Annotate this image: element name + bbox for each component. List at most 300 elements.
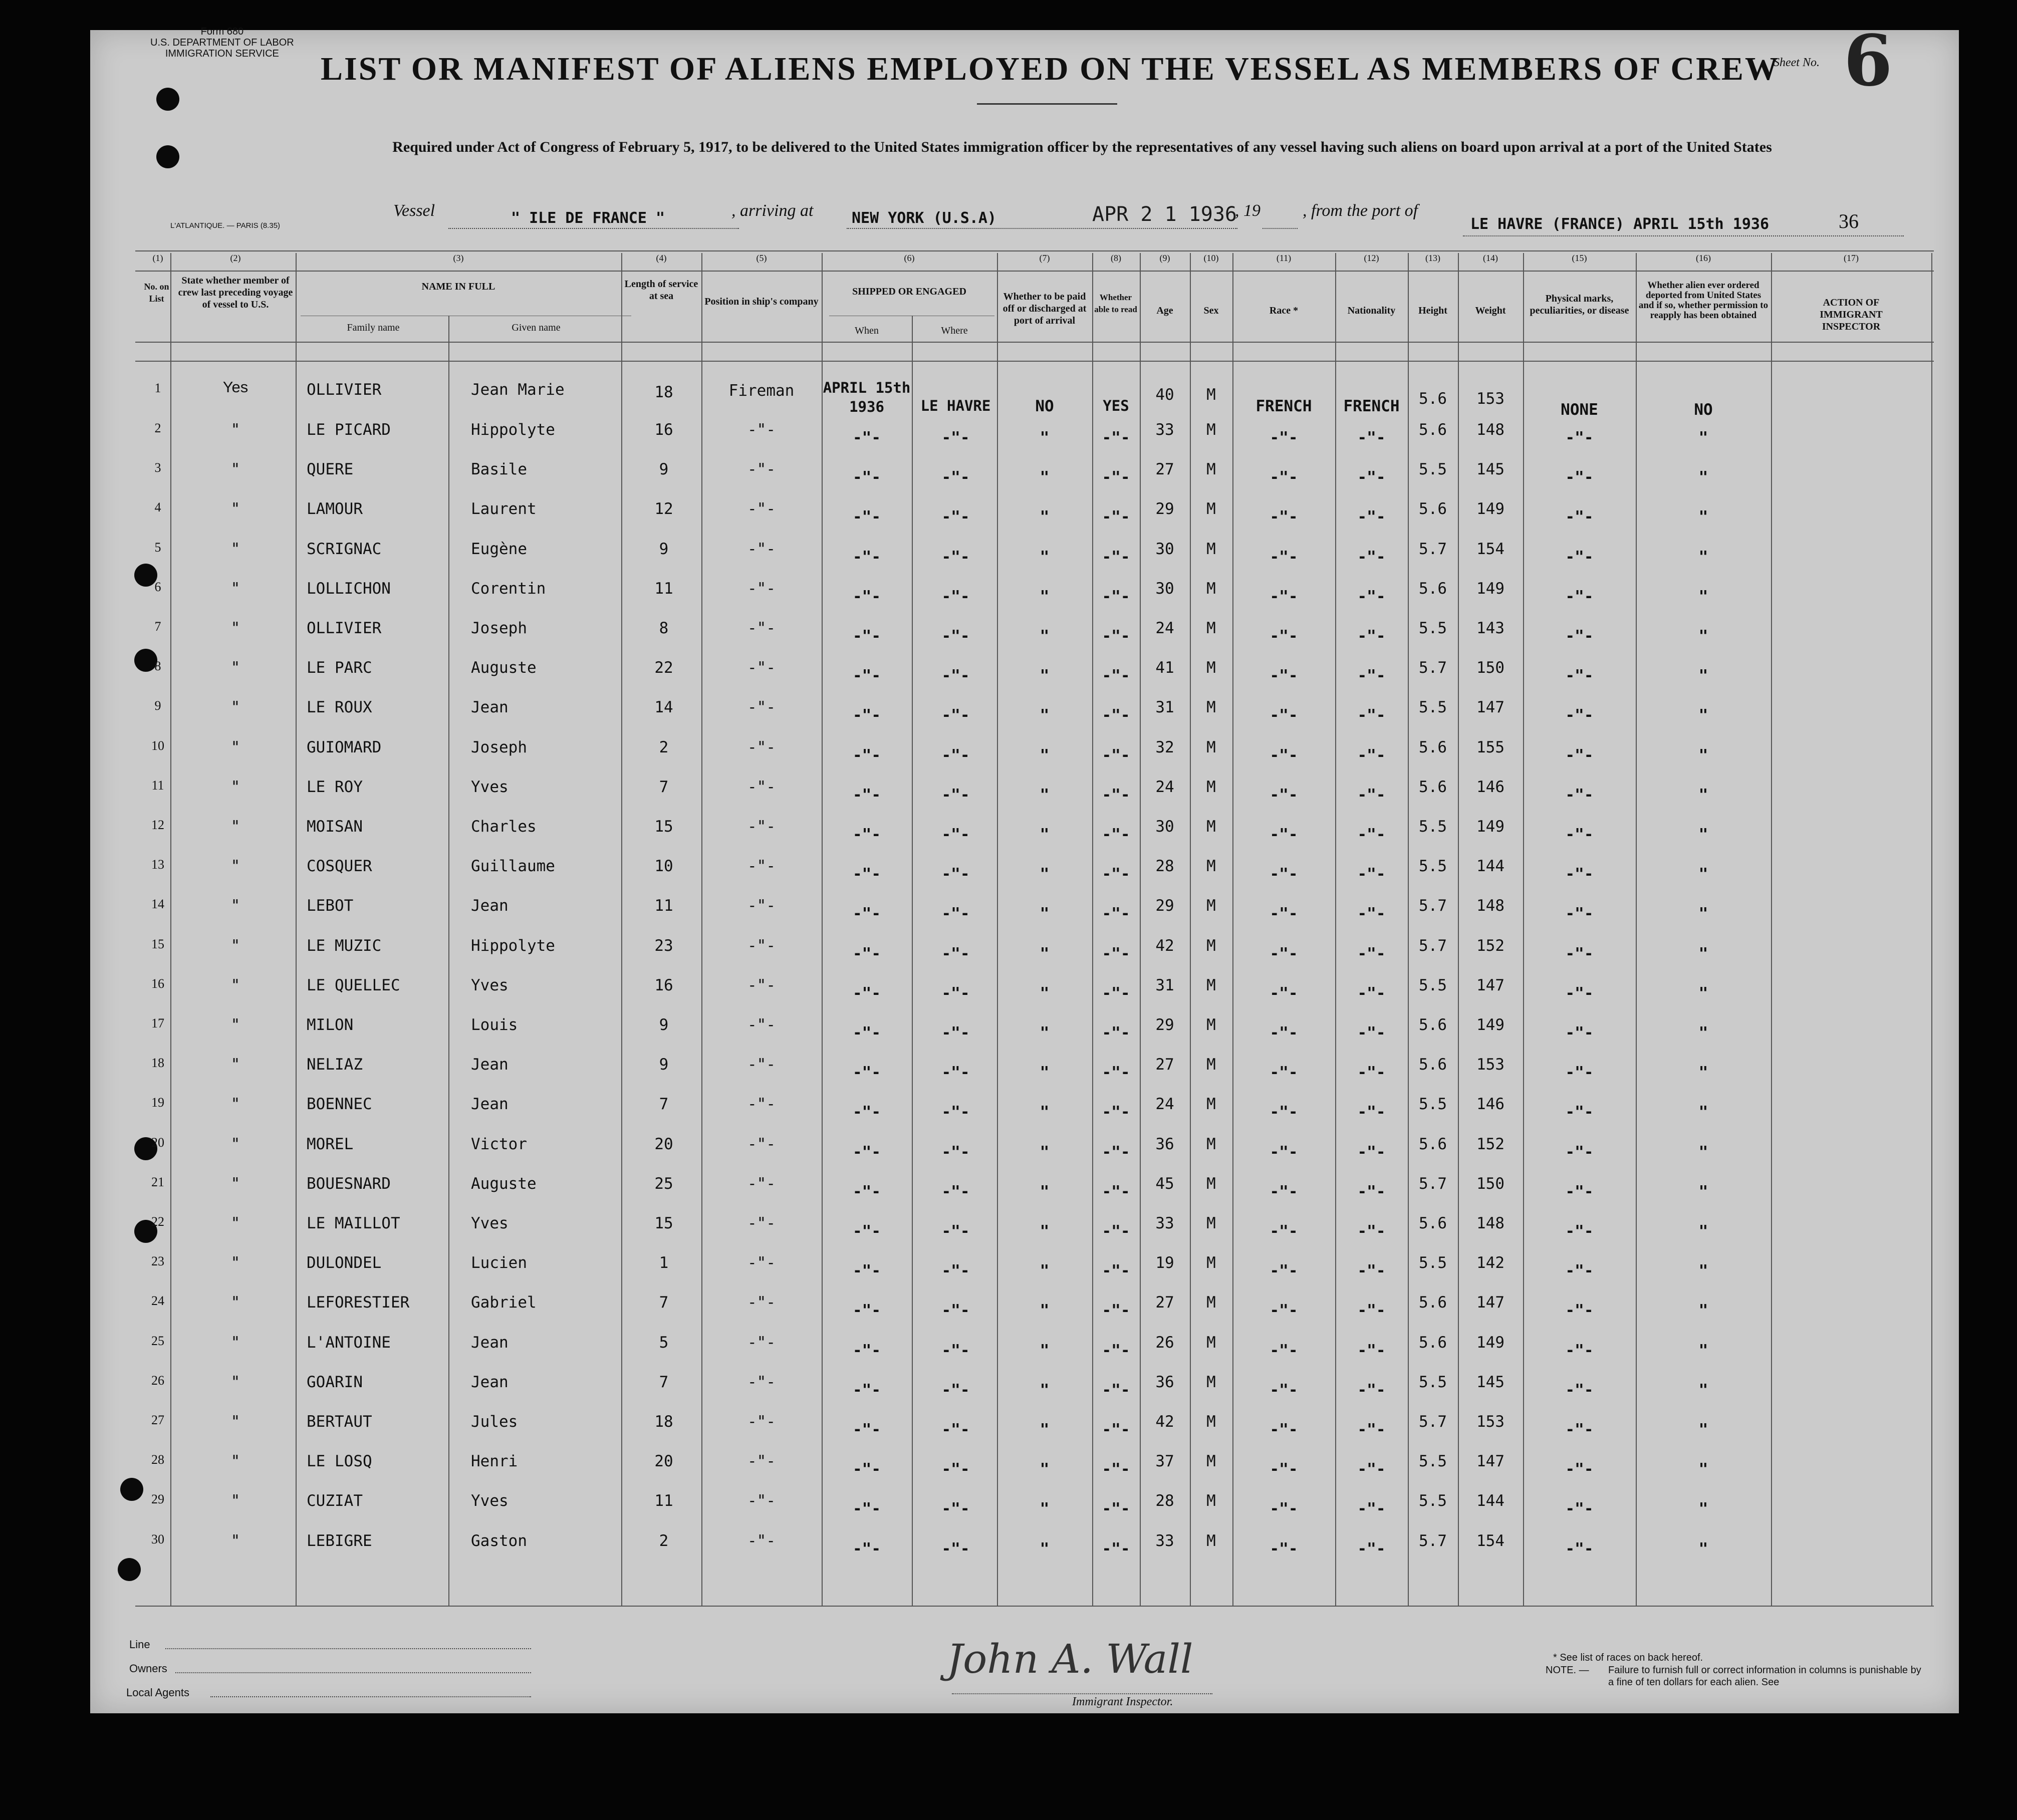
age: 37 xyxy=(1155,1452,1174,1470)
shipped-where: LE HAVRE xyxy=(920,397,991,414)
service-years: 18 xyxy=(654,383,673,401)
able-to-read-ditto: -"- xyxy=(1102,429,1130,447)
row-number: 29 xyxy=(151,1492,164,1506)
position: Fireman xyxy=(728,382,795,400)
printer-imprint: L'ATLANTIQUE. — PARIS (8.35) xyxy=(170,221,281,230)
prev-voyage-ditto: " xyxy=(230,500,240,518)
age: 29 xyxy=(1155,1016,1174,1034)
col-header-name: NAME IN FULL xyxy=(421,281,495,292)
col-number: (16) xyxy=(1696,253,1711,263)
nationality-ditto: -"- xyxy=(1357,826,1386,844)
deported-ditto: " xyxy=(1698,1500,1708,1518)
row-number: 5 xyxy=(154,540,161,555)
nationality-ditto: -"- xyxy=(1357,1421,1386,1439)
physical-marks-ditto: -"- xyxy=(1565,429,1594,447)
race-ditto: -"- xyxy=(1270,429,1298,447)
service-years: 2 xyxy=(659,738,669,756)
physical-marks-ditto: -"- xyxy=(1565,1024,1594,1042)
column-divider xyxy=(296,253,297,1606)
able-to-read-ditto: -"- xyxy=(1102,945,1130,963)
able-to-read-ditto: -"- xyxy=(1102,1540,1130,1558)
prev-voyage-ditto: " xyxy=(230,1135,240,1153)
deported-ditto: " xyxy=(1698,667,1708,685)
weight: 152 xyxy=(1476,937,1504,955)
position-ditto: -"- xyxy=(747,1452,776,1470)
col-number: (10) xyxy=(1203,253,1219,263)
able-to-read-ditto: -"- xyxy=(1102,706,1130,724)
row-number: 10 xyxy=(151,738,164,753)
date-stamp: APR 2 1 1936 xyxy=(1092,203,1237,226)
col-number: (15) xyxy=(1572,253,1587,263)
nationality-ditto: -"- xyxy=(1357,1183,1386,1201)
weight: 147 xyxy=(1476,1452,1504,1470)
able-to-read-ditto: -"- xyxy=(1102,1143,1130,1161)
age: 31 xyxy=(1155,698,1174,716)
col-header-no: No. on List xyxy=(144,282,169,304)
prev-voyage-ditto: " xyxy=(230,460,240,478)
height: 5.6 xyxy=(1419,500,1447,518)
service-years: 2 xyxy=(659,1532,669,1550)
position-ditto: -"- xyxy=(747,738,776,756)
shipped-where-ditto: -"- xyxy=(941,588,970,606)
punch-hole xyxy=(156,88,179,111)
sex: M xyxy=(1206,1016,1216,1034)
year-label: , 19 xyxy=(1235,201,1260,220)
sex: M xyxy=(1206,1492,1216,1510)
punch-hole xyxy=(120,1478,143,1501)
nationality-ditto: -"- xyxy=(1357,468,1386,486)
shipped-when-ditto: -"- xyxy=(853,508,881,526)
height: 5.5 xyxy=(1419,1254,1447,1272)
service-years: 7 xyxy=(659,1293,669,1312)
prev-voyage-ditto: " xyxy=(230,818,240,836)
shipped-when-ditto: -"- xyxy=(853,1143,881,1161)
deported-ditto: " xyxy=(1698,826,1708,844)
col-header-sex: Sex xyxy=(1203,305,1219,316)
able-to-read-ditto: -"- xyxy=(1102,548,1130,566)
position-ditto: -"- xyxy=(747,857,776,875)
shipped-where-ditto: -"- xyxy=(941,984,970,1002)
weight: 147 xyxy=(1476,976,1504,994)
family-name: MILON xyxy=(307,1016,354,1034)
nationality-ditto: -"- xyxy=(1357,667,1386,685)
shipped-where-ditto: -"- xyxy=(941,746,970,764)
shipped-where-ditto: -"- xyxy=(941,468,970,486)
physical-marks-ditto: -"- xyxy=(1565,1302,1594,1320)
paid-off-ditto: " xyxy=(1040,1500,1050,1518)
deported-ditto: " xyxy=(1698,1103,1708,1121)
shipped-when-ditto: -"- xyxy=(853,905,881,923)
shipped-where-ditto: -"- xyxy=(941,945,970,963)
height: 5.5 xyxy=(1419,857,1447,875)
able-to-read-ditto: -"- xyxy=(1102,1222,1130,1240)
nationality: FRENCH xyxy=(1343,397,1400,415)
height: 5.5 xyxy=(1419,1492,1447,1510)
height: 5.6 xyxy=(1419,580,1447,598)
col-header-nationality: Nationality xyxy=(1347,305,1396,316)
shipped-where-ditto: -"- xyxy=(941,786,970,804)
age: 27 xyxy=(1155,1293,1174,1312)
row-number: 12 xyxy=(151,818,164,832)
age: 19 xyxy=(1155,1254,1174,1272)
paid-off-ditto: " xyxy=(1040,1024,1050,1042)
race-ditto: -"- xyxy=(1270,826,1298,844)
race-ditto: -"- xyxy=(1270,1302,1298,1320)
prev-voyage-ditto: " xyxy=(230,1334,240,1352)
shipped-where-ditto: -"- xyxy=(941,1381,970,1399)
table-bottom-rule xyxy=(135,1606,1934,1607)
deported-ditto: " xyxy=(1698,1222,1708,1240)
sex: M xyxy=(1206,937,1216,955)
paid-off-ditto: " xyxy=(1040,746,1050,764)
physical-marks-ditto: -"- xyxy=(1565,508,1594,526)
position-ditto: -"- xyxy=(747,659,776,677)
prev-voyage-ditto: " xyxy=(230,976,240,994)
sex: M xyxy=(1206,1452,1216,1470)
sex: M xyxy=(1206,1095,1216,1113)
given-name: Yves xyxy=(471,1492,509,1510)
col-number: (11) xyxy=(1276,253,1292,263)
height: 5.6 xyxy=(1419,1056,1447,1074)
deported-ditto: " xyxy=(1698,945,1708,963)
weight: 142 xyxy=(1476,1254,1504,1272)
height: 5.6 xyxy=(1419,1135,1447,1153)
row-number: 7 xyxy=(154,619,161,634)
column-divider xyxy=(822,253,823,1606)
fine-note: Failure to furnish full or correct information in columns is punishable by a fine of ten dollars for each alien. See xyxy=(1608,1665,1921,1688)
prev-voyage-ditto: " xyxy=(230,738,240,756)
paid-off-ditto: " xyxy=(1040,429,1050,447)
col-header-given: Given name xyxy=(512,322,561,333)
prev-voyage-ditto: " xyxy=(230,1293,240,1312)
prev-voyage-ditto: " xyxy=(230,1492,240,1510)
agents-rule xyxy=(210,1696,531,1697)
weight: 145 xyxy=(1476,460,1504,478)
shipped-when-ditto: -"- xyxy=(853,429,881,447)
sheet-number: 6 xyxy=(1844,20,1893,102)
col-number: (3) xyxy=(453,253,464,263)
family-name: BOUESNARD xyxy=(307,1175,391,1193)
col-header-where: Where xyxy=(941,325,968,336)
able-to-read-ditto: -"- xyxy=(1102,468,1130,486)
weight: 144 xyxy=(1476,1492,1504,1510)
given-name: Yves xyxy=(471,1214,509,1232)
paid-off-ditto: " xyxy=(1040,1183,1050,1201)
age: 28 xyxy=(1155,857,1174,875)
shipped-where-ditto: -"- xyxy=(941,826,970,844)
family-name: OLLIVIER xyxy=(307,381,382,399)
shipped-when-ditto: -"- xyxy=(853,1342,881,1360)
col-number: (7) xyxy=(1039,253,1050,263)
col-number: (8) xyxy=(1111,253,1121,263)
row-number: 26 xyxy=(151,1373,164,1388)
weight: 149 xyxy=(1476,1334,1504,1352)
prev-voyage-ditto: " xyxy=(230,897,240,915)
shipped-when-ditto: -"- xyxy=(853,706,881,724)
col-number: (14) xyxy=(1483,253,1498,263)
paid-off-ditto: " xyxy=(1040,1143,1050,1161)
column-divider xyxy=(701,253,702,1606)
service-years: 11 xyxy=(654,580,673,598)
sex: M xyxy=(1206,1373,1216,1391)
family-name: QUERE xyxy=(307,460,354,478)
height: 5.7 xyxy=(1419,659,1447,677)
row-number: 4 xyxy=(154,500,161,514)
weight: 148 xyxy=(1476,897,1504,915)
position-ditto: -"- xyxy=(747,460,776,478)
race-ditto: -"- xyxy=(1270,468,1298,486)
service-years: 10 xyxy=(654,857,673,875)
deported-ditto: " xyxy=(1698,905,1708,923)
physical-marks-ditto: -"- xyxy=(1565,826,1594,844)
able-to-read-ditto: -"- xyxy=(1102,1421,1130,1439)
from-label: , from the port of xyxy=(1303,201,1418,220)
sex: M xyxy=(1206,1413,1216,1431)
paid-off-ditto: " xyxy=(1040,1103,1050,1121)
sex: M xyxy=(1206,897,1216,915)
service-years: 16 xyxy=(654,976,673,994)
given-name: Auguste xyxy=(471,1175,537,1193)
sex: M xyxy=(1206,738,1216,756)
shipped-where-ditto: -"- xyxy=(941,1460,970,1478)
position-ditto: -"- xyxy=(747,421,776,439)
inspector-signature: John A. Wall xyxy=(947,1636,1193,1682)
age: 31 xyxy=(1155,976,1174,994)
able-to-read-ditto: -"- xyxy=(1102,1024,1130,1042)
nationality-ditto: -"- xyxy=(1357,1342,1386,1360)
able-to-read-ditto: -"- xyxy=(1102,508,1130,526)
service-years: 22 xyxy=(654,659,673,677)
handwritten-number: 36 xyxy=(1839,210,1859,232)
prev-voyage-ditto: " xyxy=(230,619,240,637)
col-number: (2) xyxy=(230,253,241,263)
row-number: 28 xyxy=(151,1452,164,1467)
col-number: (5) xyxy=(756,253,767,263)
nationality-ditto: -"- xyxy=(1357,1064,1386,1082)
race-ditto: -"- xyxy=(1270,1222,1298,1240)
physical-marks-ditto: -"- xyxy=(1565,1222,1594,1240)
col-header-deported: Whether alien ever ordered deported from United States and if so, whether permission to reapply has been obtained xyxy=(1638,280,1769,321)
given-name: Victor xyxy=(471,1135,527,1153)
weight: 152 xyxy=(1476,1135,1504,1153)
deported-ditto: " xyxy=(1698,1381,1708,1399)
family-name: BERTAUT xyxy=(307,1413,372,1431)
col-header-position: Position in ship's company xyxy=(704,296,819,307)
service-years: 14 xyxy=(654,698,673,716)
family-name: COSQUER xyxy=(307,857,372,875)
age: 40 xyxy=(1155,386,1174,404)
prev-voyage-ditto: " xyxy=(230,857,240,875)
given-name: Charles xyxy=(471,818,537,836)
paid-off-ditto: " xyxy=(1040,826,1050,844)
given-name: Gaston xyxy=(471,1532,527,1550)
sheet-label: Sheet No. xyxy=(1774,56,1820,69)
given-name: Jean xyxy=(471,1334,509,1352)
age: 33 xyxy=(1155,1214,1174,1232)
paid-off-ditto: " xyxy=(1040,984,1050,1002)
given-name: Jean xyxy=(471,1095,509,1113)
height: 5.7 xyxy=(1419,1175,1447,1193)
prev-voyage-ditto: " xyxy=(230,1175,240,1193)
nationality-ditto: -"- xyxy=(1357,865,1386,883)
paid-off-ditto: " xyxy=(1040,1540,1050,1558)
nationality-ditto: -"- xyxy=(1357,1302,1386,1320)
weight: 155 xyxy=(1476,738,1504,756)
paid-off-ditto: " xyxy=(1040,865,1050,883)
paid-off-ditto: " xyxy=(1040,1222,1050,1240)
page-title: LIST OR MANIFEST OF ALIENS EMPLOYED ON THE VESSEL AS MEMBERS OF CREW xyxy=(321,51,1780,87)
paid-off-ditto: " xyxy=(1040,1262,1050,1280)
physical-marks-ditto: -"- xyxy=(1565,786,1594,804)
col-number: (6) xyxy=(904,253,915,263)
position-ditto: -"- xyxy=(747,1056,776,1074)
weight: 149 xyxy=(1476,500,1504,518)
weight: 150 xyxy=(1476,1175,1504,1193)
owners-rule xyxy=(175,1672,531,1673)
nationality-ditto: -"- xyxy=(1357,508,1386,526)
physical-marks-ditto: -"- xyxy=(1565,1143,1594,1161)
height: 5.5 xyxy=(1419,698,1447,716)
arriving-label: , arriving at xyxy=(731,201,814,220)
header-bottom-rule xyxy=(135,342,1934,343)
nationality-ditto: -"- xyxy=(1357,984,1386,1002)
physical-marks-ditto: -"- xyxy=(1565,1460,1594,1478)
position-ditto: -"- xyxy=(747,540,776,558)
age: 33 xyxy=(1155,421,1174,439)
shipped-where-ditto: -"- xyxy=(941,429,970,447)
shipped-where-ditto: -"- xyxy=(941,706,970,724)
given-name: Hippolyte xyxy=(471,421,555,439)
height: 5.5 xyxy=(1419,818,1447,836)
shipped-when-ditto: -"- xyxy=(853,746,881,764)
sex: M xyxy=(1206,1214,1216,1232)
deported-ditto: " xyxy=(1698,706,1708,724)
height: 5.6 xyxy=(1419,778,1447,796)
nationality-ditto: -"- xyxy=(1357,429,1386,447)
given-name: Jean xyxy=(471,897,509,915)
shipped-where-ditto: -"- xyxy=(941,1421,970,1439)
service-years: 16 xyxy=(654,421,673,439)
nationality-ditto: -"- xyxy=(1357,1500,1386,1518)
sex: M xyxy=(1206,818,1216,836)
shipped-where-ditto: -"- xyxy=(941,667,970,685)
vessel-label: Vessel xyxy=(393,201,435,220)
able-to-read-ditto: -"- xyxy=(1102,667,1130,685)
shipped-when-ditto: -"- xyxy=(853,1024,881,1042)
age: 29 xyxy=(1155,897,1174,915)
position-ditto: -"- xyxy=(747,1095,776,1113)
row-number: 18 xyxy=(151,1056,164,1070)
able-to-read-ditto: -"- xyxy=(1102,786,1130,804)
family-name: LE PICARD xyxy=(307,421,391,439)
prev-voyage-ditto: " xyxy=(230,1373,240,1391)
weight: 145 xyxy=(1476,1373,1504,1391)
deported-ditto: " xyxy=(1698,1540,1708,1558)
race-ditto: -"- xyxy=(1270,548,1298,566)
weight: 147 xyxy=(1476,1293,1504,1312)
able-to-read-ditto: -"- xyxy=(1102,1381,1130,1399)
physical-marks-ditto: -"- xyxy=(1565,746,1594,764)
position-ditto: -"- xyxy=(747,818,776,836)
shipped-where-ditto: -"- xyxy=(941,1064,970,1082)
service-years: 8 xyxy=(659,619,669,637)
nationality-ditto: -"- xyxy=(1357,1540,1386,1558)
age: 28 xyxy=(1155,1492,1174,1510)
row-number: 8 xyxy=(154,659,161,673)
col-header-paid-off: Whether to be paid off or discharged at port of arrival xyxy=(1002,291,1087,326)
paid-off-ditto: " xyxy=(1040,468,1050,486)
given-name: Guillaume xyxy=(471,857,555,875)
position-ditto: -"- xyxy=(747,500,776,518)
family-name: GOARIN xyxy=(307,1373,363,1391)
paid-off-ditto: " xyxy=(1040,627,1050,645)
deported-ditto: " xyxy=(1698,1143,1708,1161)
given-name: Jean Marie xyxy=(471,381,565,399)
shipped-when-ditto: -"- xyxy=(853,1064,881,1082)
physical-marks-ditto: -"- xyxy=(1565,627,1594,645)
prev-voyage-ditto: " xyxy=(230,1254,240,1272)
given-name: Basile xyxy=(471,460,527,478)
nationality-ditto: -"- xyxy=(1357,588,1386,606)
deported-ditto: " xyxy=(1698,468,1708,486)
age: 30 xyxy=(1155,580,1174,598)
prev-voyage-ditto: " xyxy=(230,937,240,955)
from-line-rule xyxy=(1463,235,1904,236)
nationality-ditto: -"- xyxy=(1357,905,1386,923)
sex: M xyxy=(1206,1056,1216,1074)
nationality-ditto: -"- xyxy=(1357,1460,1386,1478)
position-ditto: -"- xyxy=(747,1254,776,1272)
position-ditto: -"- xyxy=(747,1293,776,1312)
owners-label: Owners xyxy=(129,1662,167,1675)
race-ditto: -"- xyxy=(1270,588,1298,606)
paid-off-ditto: " xyxy=(1040,1381,1050,1399)
physical-marks-ditto: -"- xyxy=(1565,984,1594,1002)
prev-voyage-ditto: " xyxy=(230,421,240,439)
able-to-read-ditto: -"- xyxy=(1102,746,1130,764)
shipped-when-ditto: -"- xyxy=(853,548,881,566)
given-name: Laurent xyxy=(471,500,537,518)
physical-marks-ditto: -"- xyxy=(1565,1064,1594,1082)
shipped-when-ditto: -"- xyxy=(853,945,881,963)
age: 24 xyxy=(1155,619,1174,637)
service-years: 5 xyxy=(659,1334,669,1352)
physical-marks: NONE xyxy=(1561,401,1598,419)
shipped-where-ditto: -"- xyxy=(941,627,970,645)
deported-ditto: " xyxy=(1698,1421,1708,1439)
physical-marks-ditto: -"- xyxy=(1565,1183,1594,1201)
column-divider xyxy=(1523,253,1524,1606)
nationality-ditto: -"- xyxy=(1357,1262,1386,1280)
deported-ditto: " xyxy=(1698,865,1708,883)
deported: NO xyxy=(1694,401,1713,419)
punch-hole xyxy=(156,145,179,168)
race-ditto: -"- xyxy=(1270,508,1298,526)
row-number: 6 xyxy=(154,580,161,594)
height: 5.6 xyxy=(1419,738,1447,756)
paid-off-ditto: " xyxy=(1040,905,1050,923)
arriving-port: NEW YORK (U.S.A) xyxy=(852,209,996,227)
deported-ditto: " xyxy=(1698,1183,1708,1201)
paid-off-ditto: " xyxy=(1040,706,1050,724)
column-divider xyxy=(621,253,622,1606)
able-to-read-ditto: -"- xyxy=(1102,588,1130,606)
races-note: * See list of races on back hereof. xyxy=(1553,1652,1703,1663)
paid-off-ditto: " xyxy=(1040,945,1050,963)
nationality-ditto: -"- xyxy=(1357,1103,1386,1121)
age: 29 xyxy=(1155,500,1174,518)
family-name: BOENNEC xyxy=(307,1095,372,1113)
